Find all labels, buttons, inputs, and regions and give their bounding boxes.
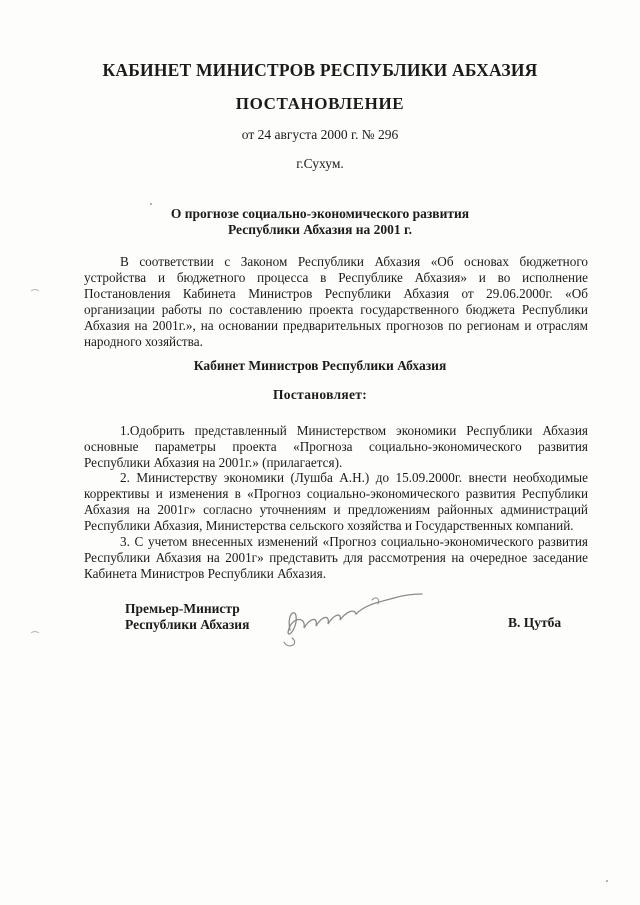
organization-title: КАБИНЕТ МИНИСТРОВ РЕСПУБЛИКИ АБХАЗИЯ: [102, 60, 538, 80]
document-subject: [0, 206, 640, 238]
punch-hole-mark: [30, 288, 40, 294]
scan-speck: [150, 203, 152, 205]
punch-hole-mark: [30, 630, 40, 636]
signatory-title-line-2: Республики Абхазия: [125, 617, 250, 632]
subject-line-2: Республики Абхазия на 2001 г.: [227, 222, 413, 237]
signatory-title-line-1: Премьер-Министр: [125, 601, 240, 616]
decision-item-2: 2. Министерству экономики (Лушба А.Н.) до 15.09.2000г. внести необходимые коррективы и изменения в «Прогноз социально-экономического развития Республики Абхазия на 2001г» согласно уточнениям и предложениям районных администраций Республики Абхазия, Министерства сельского хозяйства и Государственных компаний.: [84, 470, 588, 533]
intro-paragraph: В соответствии с Законом Республики Абхазия «Об основах бюджетного устройства и бюджетного процесса в Республике Абхазия» и во исполнение Постановления Кабинета Министров Республики Абхазия от 29.06.2000г. «Об организации работы по составлению проекта государственного бюджета Республики Абхазия на 2001г.», на основании предварительных прогнозов по регионам и отраслям народного хозяйства.: [84, 254, 588, 349]
decision-authority: Кабинет Министров Республики Абхазия: [193, 358, 447, 373]
document-date-number: от 24 августа 2000 г. № 296: [241, 127, 399, 142]
decision-item-1: 1.Одобрить представленный Министерством экономики Республики Абхазия основные параметры проекта «Прогноза социально-экономического развития Республики Абхазия на 2001г.» (прилагается).: [84, 423, 588, 470]
decision-verb: Постановляет:: [273, 387, 367, 402]
subject-line-1: О прогнозе социально-экономического развития: [170, 206, 470, 221]
decision-item-3: 3. С учетом внесенных изменений «Прогноз социально-экономического развития Республики Абхазия на 2001г» представить для рассмотрения на очередное заседание Кабинета Министров Республики Абхазия.: [84, 534, 588, 581]
document-city: г.Сухум.: [296, 156, 344, 171]
document-type-title: ПОСТАНОВЛЕНИЕ: [235, 94, 405, 113]
handwritten-signature: [276, 582, 426, 652]
signatory-name: В. Цутба: [508, 615, 562, 630]
scan-speck: [606, 880, 608, 882]
